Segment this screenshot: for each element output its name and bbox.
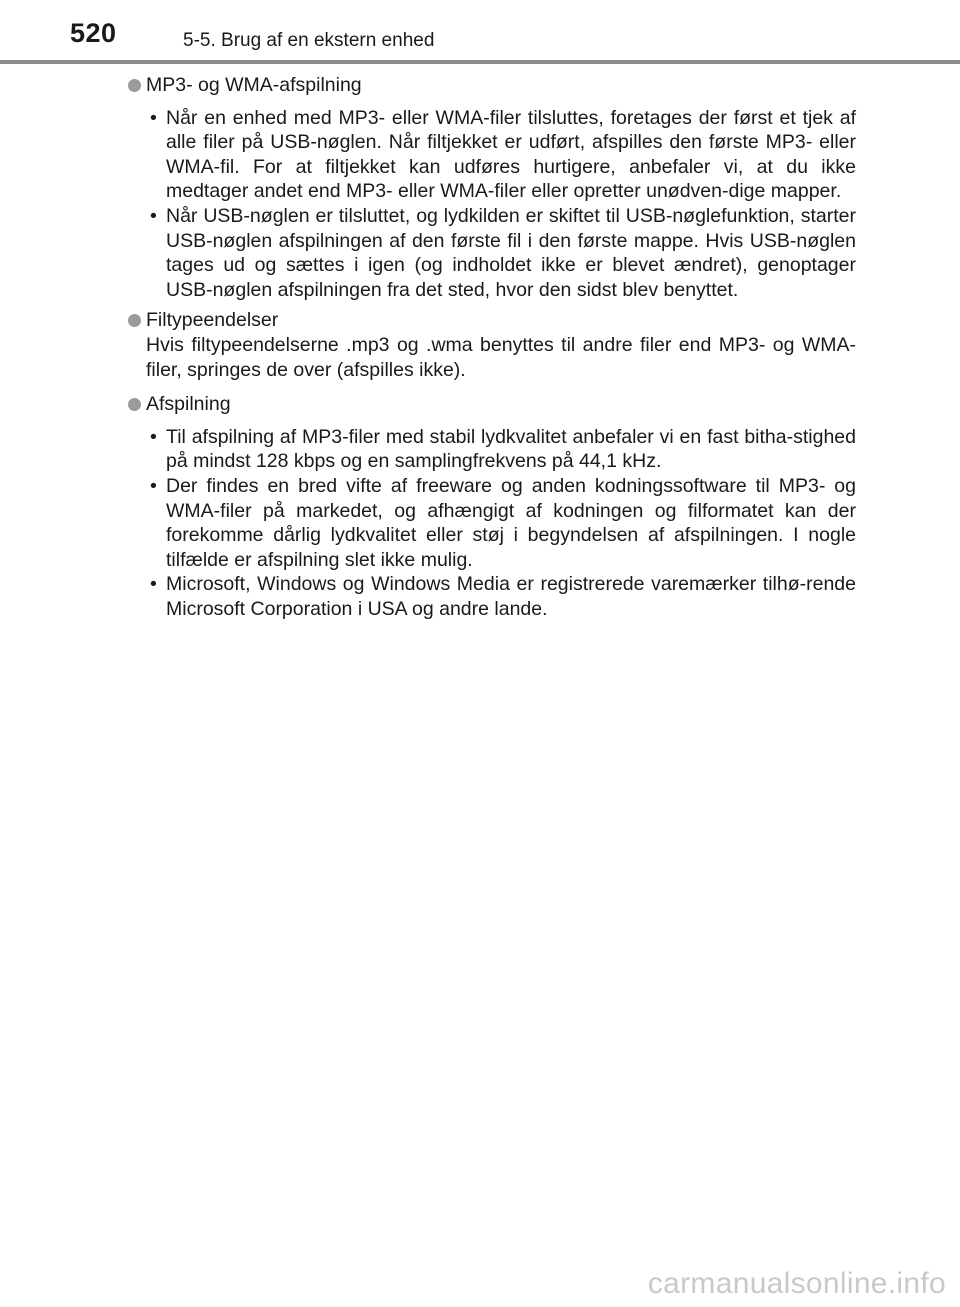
list-item-text: Der findes en bred vifte af freeware og anden kodningssoftware til MP3- og WMA-filer på markedet, og afhængigt af kodningen og filformatet kan der forekomme dårlig lydkvalitet eller støj i begyndelsen af afspilningen. I nogle tilfælde er afspilning slet ikke mulig. (166, 474, 856, 571)
section-bullet-icon (128, 398, 141, 411)
list-item (146, 106, 856, 204)
header-divider (0, 60, 960, 64)
list-item-text: Til afspilning af MP3-filer med stabil lydkvalitet anbefaler vi en fast bitha-stighed på mindst 128 kbps og en samplingfrekvens på 44,1 kHz. (166, 425, 856, 473)
list-item-text: Når USB-nøglen er tilsluttet, og lydkilden er skiftet til USB-nøglefunktion, starter USB-nøglen afspilningen af den første fil i den første mappe. Hvis USB-nøglen tages ud og sættes i igen (og indholdet ikke er blevet ændret), genoptager USB-nøglen afspilningen fra det sted, hvor den sidst blev benyttet. (166, 204, 856, 301)
section-file-extensions (128, 308, 856, 382)
list-item (146, 425, 856, 474)
watermark-link[interactable]: carmanualsonline.info (647, 1267, 946, 1300)
list-item (146, 474, 856, 572)
section-title: MP3- og WMA-afspilning (146, 74, 362, 96)
chapter-title: 5-5. Brug af en ekstern enhed (183, 30, 435, 51)
section-playback (128, 392, 856, 621)
section-mp3-wma-playback (128, 73, 856, 302)
list-item-text: Microsoft, Windows og Windows Media er registrerede varemærker tilhø-rende Microsoft Corporation i USA og andre lande. (166, 573, 856, 620)
section-title: Filtypeendelser (146, 309, 279, 332)
section-title: Afspilning (146, 393, 231, 416)
page-header (0, 0, 960, 64)
page-number: 520 (70, 18, 117, 48)
list-item-text: Når en enhed med MP3- eller WMA-filer tilsluttes, foretages der først et tjek af alle filer på USB-nøglen. Når filtjekket er udført, afspilles den første MP3- eller WMA-fil. For at filtjekket kan udføres hurtigere, anbefaler vi, at du ikke medtager andet end MP3- eller WMA-filer eller opretter unødven-dige mapper. (166, 106, 856, 203)
bullet-marker: • (150, 474, 157, 497)
bullet-marker: • (150, 204, 157, 227)
list-item (146, 204, 856, 302)
page-content (128, 73, 856, 627)
section-body: Hvis filtypeendelserne .mp3 og .wma benyttes til andre filer end MP3- og WMA-filer, springes de over (afspilles ikke). (146, 333, 856, 381)
bullet-list (146, 425, 856, 622)
section-bullet-icon (128, 79, 141, 92)
bullet-marker: • (150, 573, 157, 596)
bullet-marker: • (150, 425, 157, 448)
list-item (146, 572, 856, 621)
bullet-marker: • (150, 106, 157, 129)
section-bullet-icon (128, 314, 141, 327)
bullet-list (146, 106, 856, 303)
